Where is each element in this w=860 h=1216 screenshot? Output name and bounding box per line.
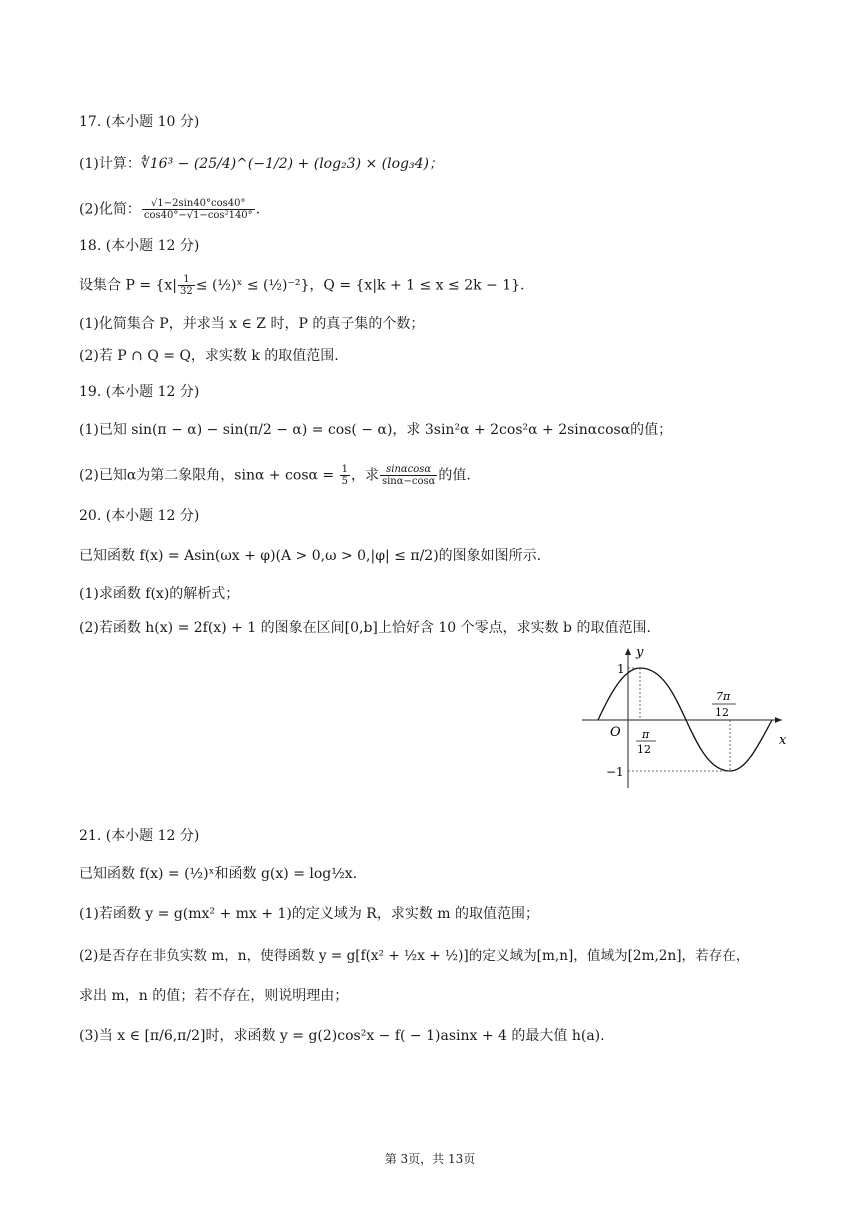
x1-den-label: 12 xyxy=(637,743,651,756)
q21-header: 21. (本小题 12 分) xyxy=(79,828,200,844)
x-axis-arrow xyxy=(775,717,782,723)
q18-header: 18. (本小题 12 分) xyxy=(79,238,200,254)
q19-part1: (1)已知 sin(π − α) − sin(π/2 − α) = cos( − α)，求 3sin²α + 2cos²α + 2sinαcosα的值； xyxy=(79,422,673,438)
q20-stem: 已知函数 f(x) = Asin(ωx + φ)(A > 0,ω > 0,|φ| ≤ π/2)的图象如图所示. xyxy=(79,548,542,564)
x2-num-label: 7π xyxy=(716,690,731,703)
q17-part1: (1)计算：∜16³ − (25/4)^(−1/2) + (log₂3) × (log₃4)； xyxy=(79,156,443,172)
y-axis-label: y xyxy=(636,645,644,660)
q18-stem: 设集合 P = {x| $\frac{1}{32}$ ≤ (½)ˣ ≤ (½)⁻²}，Q = {x|k + 1 ≤ x ≤ 2k − 1}. xyxy=(79,274,525,297)
q17-part2: (2)化简： $\frac{√1-2\sin 40^\circ\cos 40^\circ}{\text{cos40°−√1−cos²140°}}$ . xyxy=(79,198,261,221)
q20-part1: (1)求函数 f(x)的解析式； xyxy=(79,586,240,602)
q19-header: 19. (本小题 12 分) xyxy=(79,384,200,400)
origin-label: O xyxy=(610,725,621,740)
q21-part2-line1: (2)是否存在非负实数 m，n，使得函数 y = g[f(x² + ½x + ½)]的定义域为[m,n]，值域为[2m,2n]，若存在， xyxy=(79,948,750,964)
q19-part2: (2)已知α为第二象限角，sinα + cosα = $\frac{1}{5}$ ，求 $\frac{\sin\alpha\cos\alpha}{\sin\alpha-\cos\alpha}$ 的值. xyxy=(79,464,471,487)
x-axis-label: x xyxy=(779,733,787,748)
q21-part3: (3)当 x ∈ [π/6,π/2]时，求函数 y = g(2)cos²x − f( − 1)asinx + 4 的最大值 h(a). xyxy=(79,1028,605,1044)
page-footer: 第 3页，共 13页 xyxy=(384,1152,476,1166)
q19-fraction: $\frac{\sin\alpha\cos\alpha}{\sin\alpha-\cos\alpha}$ xyxy=(381,464,436,487)
q20-header: 20. (本小题 12 分) xyxy=(79,508,200,524)
tick-max-label: 1 xyxy=(617,662,625,676)
x1-num-label: π xyxy=(642,728,650,741)
q20-part2: (2)若函数 h(x) = 2f(x) + 1 的图象在区间[0,b]上恰好含 10 个零点，求实数 b 的取值范围. xyxy=(79,620,651,636)
q18-part1: (1)化简集合 P，并求当 x ∈ Z 时，P 的真子集的个数； xyxy=(79,316,425,332)
x2-den-label: 12 xyxy=(715,706,729,719)
q21-part1: (1)若函数 y = g(mx² + mx + 1)的定义域为 R，求实数 m 的取值范围； xyxy=(79,906,539,922)
sine-graph xyxy=(576,644,796,792)
q17-fraction: $\frac{√1-2\sin 40^\circ\cos 40^\circ}{\text{cos40°−√1−cos²140°}}$ xyxy=(143,198,253,221)
q17-header: 17. (本小题 10 分) xyxy=(79,114,200,130)
q21-part2-line2: 求出 m，n 的值；若不存在，则说明理由； xyxy=(79,988,349,1004)
y-axis-arrow xyxy=(625,648,631,655)
q21-stem: 已知函数 f(x) = (½)ˣ和函数 g(x) = log½x. xyxy=(79,866,358,882)
q18-part2: (2)若 P ∩ Q = Q，求实数 k 的取值范围. xyxy=(79,348,339,364)
tick-min-label: −1 xyxy=(606,765,624,779)
